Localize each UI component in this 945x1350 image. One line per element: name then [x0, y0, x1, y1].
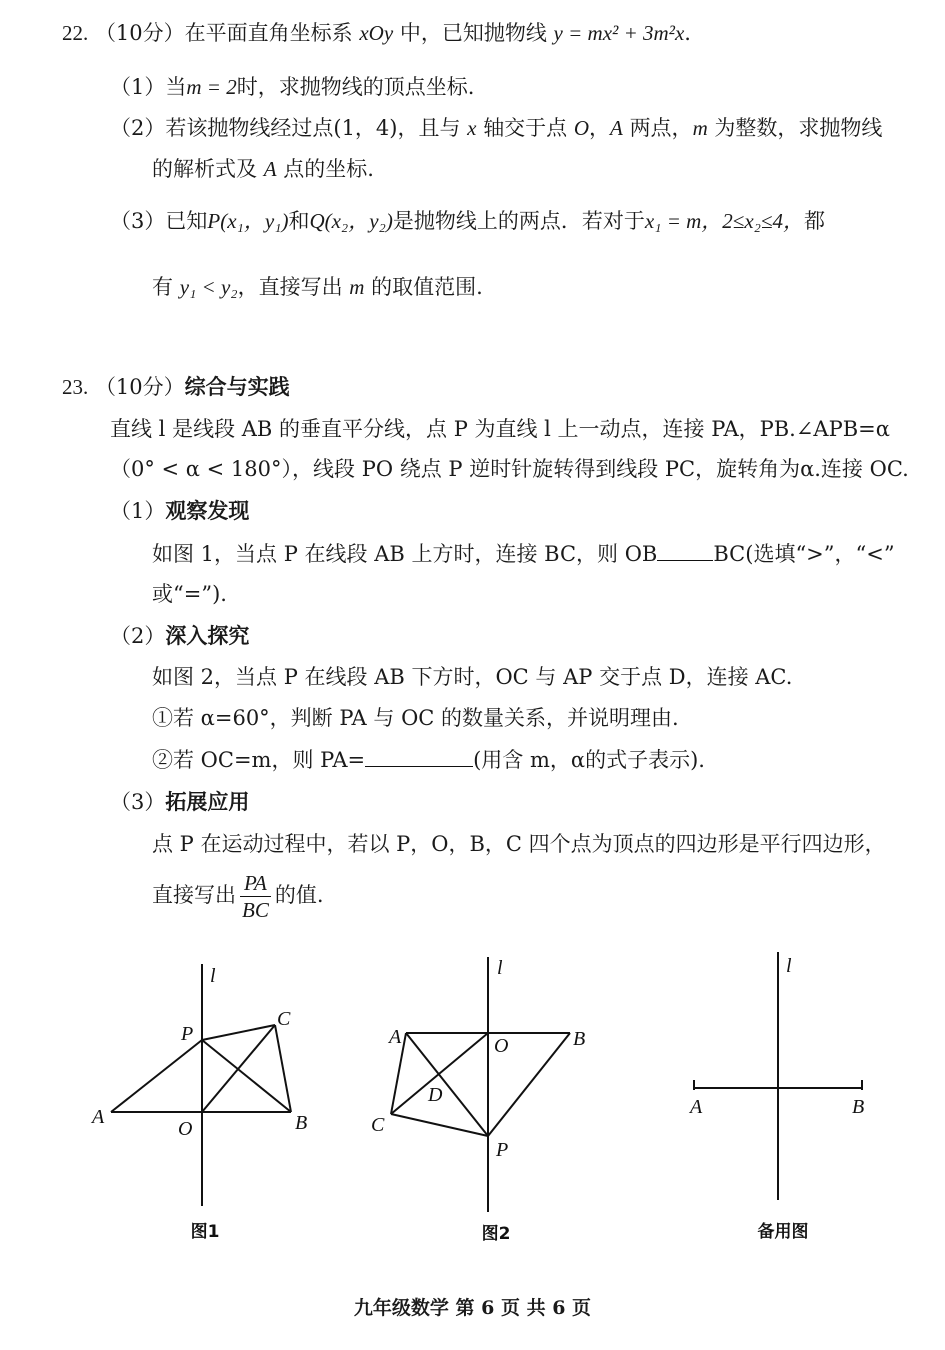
fig1-label-P: P — [181, 1023, 194, 1045]
q22-p1-text-a: 当 — [165, 75, 187, 99]
q22-p3-text-c: 是抛物线上的两点．若对于 — [392, 209, 645, 233]
q23-s3-title: 拓展应用 — [165, 789, 250, 814]
q23-s3-text2-b: 的值. — [274, 883, 324, 907]
q22-p3-line2-a: 有 — [152, 275, 173, 299]
q22-p2-line2-b: 点的坐标. — [283, 157, 374, 181]
q22-xoy: xOy — [359, 21, 394, 45]
q22-p3-ineq: y₁ < y₂ — [179, 275, 238, 299]
fig1-segment-AP — [111, 1040, 202, 1112]
fig1-label-l: l — [210, 965, 216, 987]
fig2-label-B: B — [573, 1028, 586, 1050]
fig1-segment-CB — [275, 1025, 291, 1112]
q22-p2-A: A — [610, 116, 623, 140]
q22-p3-cond: x₁ = m，2≤x₂≤4， — [644, 209, 804, 233]
q22-p2-O: O — [573, 116, 590, 140]
q22-p2-line2-A: A — [263, 157, 277, 181]
fraction-denominator: BC — [242, 898, 269, 922]
q23-topic: 综合与实践 — [184, 374, 290, 399]
fig2-label-D: D — [428, 1084, 443, 1106]
q22-p1-text-b: 时，求抛物线的顶点坐标. — [236, 75, 475, 99]
q22-score: （10分） — [94, 21, 185, 45]
q22-p2-comma: ， — [589, 116, 611, 140]
fraction-numerator: PA — [240, 870, 271, 897]
q23-stem-line2: （0° < α < 180°），线段 PO 绕点 P 逆时针旋转得到线段 PC，旋转角为α.连接 OC. — [110, 457, 909, 481]
fig1-label-O: O — [178, 1118, 193, 1140]
q22-p3-text-a: 已知 — [165, 209, 208, 233]
q22-p3-text-b: 和 — [288, 209, 310, 233]
fig1-caption: 图1 — [190, 1222, 220, 1242]
fig2-label-l: l — [497, 957, 503, 979]
q23-s2-text: 如图 2，当点 P 在线段 AB 下方时，OC 与 AP 交于点 D，连接 AC. — [152, 665, 793, 689]
q22-p2-x: x — [467, 116, 477, 140]
q22-line1: 22. （10分）在平面直角坐标系 xOy 中，已知抛物线 y = mx² + 3m²x. — [62, 21, 691, 45]
q22-p1-label: （1） — [110, 75, 166, 99]
q22-p1-cond: m = 2 — [186, 75, 237, 99]
q23-s2-label: （2） — [110, 624, 166, 648]
q23-s1-text-a: 如图 1，当点 P 在线段 AB 上方时，连接 BC，则 OB — [152, 542, 658, 566]
fig2-label-P: P — [496, 1139, 509, 1161]
figure-1 — [111, 964, 291, 1206]
q23-s2-item2-b: (用含 m，α的式子表示). — [473, 748, 705, 772]
q22-p3-line2-c: 的取值范围. — [371, 275, 483, 299]
q23-s2-item1: ①若 α=60°，判断 PA 与 OC 的数量关系，并说明理由. — [152, 706, 679, 730]
q23-s2-item2-a: ②若 OC=m，则 PA= — [152, 748, 366, 772]
q23-s1-label: （1） — [110, 499, 166, 523]
q22-p3-label: （3） — [110, 209, 166, 233]
figure-2 — [391, 957, 570, 1212]
q23-s1-title: 观察发现 — [165, 498, 250, 523]
q22-p3-P: P(x₁，y₁) — [207, 209, 289, 233]
q22-function: y = mx² + 3m²x — [553, 21, 685, 45]
q22-p3-line2-b: ，直接写出 — [237, 275, 343, 299]
fig1-segment-PB — [202, 1040, 291, 1112]
q23-s1-line2: 或“=”). — [152, 582, 227, 606]
fig2-label-C: C — [371, 1114, 385, 1136]
q23-number: 23. — [62, 375, 89, 399]
fig3-label-l: l — [786, 955, 792, 977]
q23-s3-text2-a: 直接写出 — [152, 883, 236, 907]
q23-s2-title: 深入探究 — [165, 623, 250, 648]
fig1-label-B: B — [295, 1112, 308, 1134]
q22-p3-Q: Q(x₂，y₂) — [309, 209, 393, 233]
q22-p2-text-b: 轴交于点 — [483, 116, 568, 140]
fig3-caption: 备用图 — [757, 1222, 809, 1242]
page-footer: 九年级数学 第 6 页 共 6 页 — [353, 1297, 592, 1319]
fig2-label-A: A — [389, 1026, 402, 1048]
q22-p2-m: m — [692, 116, 708, 140]
q22-p2-line2-a: 的解析式及 — [152, 157, 257, 181]
fig1-label-A: A — [92, 1106, 105, 1128]
q22-stem-a: 在平面直角坐标系 — [184, 21, 353, 45]
q22-p2-label: （2） — [110, 116, 166, 140]
q23-score: （10分） — [94, 375, 185, 399]
q22-p3-text-d: 都 — [803, 209, 825, 233]
figure-3 — [694, 952, 865, 1200]
q22-p2-text-d: 两点， — [629, 116, 693, 140]
fig3-label-A: A — [690, 1096, 703, 1118]
q23-s3-text: 点 P 在运动过程中，若以 P，O，B，C 四个点为顶点的四边形是平行四边形， — [152, 832, 886, 856]
q22-p3-m: m — [349, 275, 365, 299]
fig2-caption: 图2 — [481, 1224, 511, 1244]
q22-number: 22. — [62, 21, 89, 45]
fig1-label-C: C — [277, 1008, 291, 1030]
fig3-label-B: B — [852, 1096, 865, 1118]
q23-s1-text-b: BC(选填“>”，“<” — [713, 542, 895, 566]
fig2-label-O: O — [494, 1035, 509, 1057]
q22-p2-text-a: 若该抛物线经过点(1，4)，且与 — [165, 116, 461, 140]
q22-stem-b: 中，已知抛物线 — [399, 21, 547, 45]
q23-stem-line1: 直线 l 是线段 AB 的垂直平分线，点 P 为直线 l 上一动点，连接 PA，PB.∠APB=α — [110, 417, 890, 441]
q22-p2-text-e: 为整数，求抛物线 — [714, 116, 883, 140]
q23-s3-label: （3） — [110, 790, 166, 814]
